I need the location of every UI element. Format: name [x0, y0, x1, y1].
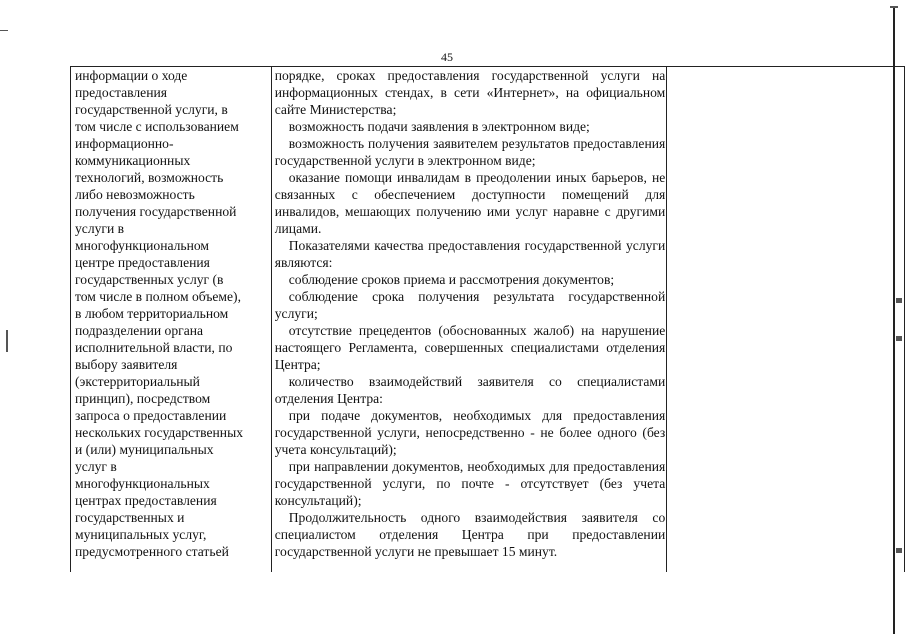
left-column-line: и (или) муниципальных	[75, 442, 214, 457]
left-column-line: технологий, возможность	[75, 170, 224, 185]
left-column-line: предоставления	[75, 85, 168, 100]
regulation-table	[70, 66, 905, 572]
left-column-line: муниципальных услуг,	[75, 527, 207, 542]
scan-mark	[890, 6, 898, 8]
paragraph: Показателями качества предоставления государственной услуги являются:	[274, 238, 666, 270]
paragraph: при подаче документов, необходимых для предоставления государственной услуги, непосредственно - не более одного (без учета консультаций);	[274, 408, 666, 457]
paragraph: Продолжительность одного взаимодействия заявителя со специалистом отделения Центра при предоставлении государственной услуги не превышает 15 минут.	[274, 510, 666, 559]
scan-mark	[896, 548, 902, 553]
left-column-line: государственных услуг (в	[75, 272, 224, 287]
left-column-cell	[71, 67, 272, 573]
left-column-line: в любом территориальном	[75, 306, 229, 321]
left-column-line: предусмотренного статьей	[75, 544, 229, 559]
left-column-line: выбору заявителя	[75, 357, 178, 372]
scan-mark	[0, 30, 8, 31]
middle-column-text	[275, 67, 666, 560]
page-number: 45	[441, 50, 453, 64]
left-column-line: исполнительной власти, по	[75, 340, 233, 355]
left-column-line: услуги в	[75, 221, 125, 236]
left-column-line: центрах предоставления	[75, 493, 217, 508]
paragraph: соблюдение сроков приема и рассмотрения документов;	[288, 272, 615, 287]
left-column-line: государственных и	[75, 510, 185, 525]
left-column-line: (экстерриториальный	[75, 374, 200, 389]
left-column-line: центре предоставления	[75, 255, 210, 270]
left-column-line: информационно-	[75, 136, 174, 151]
right-column-cell	[667, 67, 905, 573]
paragraph: отсутствие прецедентов (обоснованных жалоб) на нарушение настоящего Регламента, совершенных специалистами отделения Центра;	[274, 323, 666, 372]
paragraph: оказание помощи инвалидам в преодолении иных барьеров, не связанных с обеспечением доступности помещений для инвалидов, мешающих получению ими услуг наравне с другими лицами.	[274, 170, 666, 236]
paragraph: соблюдение срока получения результата государственной услуги;	[274, 289, 666, 321]
left-column-line: услуг в	[75, 459, 117, 474]
left-column-line: нескольких государственных	[75, 425, 244, 440]
left-column-line: многофункциональном	[75, 238, 210, 253]
scan-mark	[6, 330, 8, 352]
left-column-line: запроса о предоставлении	[75, 408, 227, 423]
left-column-line: том числе с использованием	[75, 119, 239, 134]
left-column-line: информации о ходе	[75, 68, 188, 83]
paragraph: возможность подачи заявления в электронном виде;	[288, 119, 590, 134]
table-row	[71, 67, 905, 573]
left-column-text	[75, 67, 271, 560]
paragraph: при направлении документов, необходимых для предоставления государственной услуги, по почте - отсутствует (без учета консультаций);	[274, 459, 666, 508]
left-column-line: получения государственной	[75, 204, 237, 219]
paragraph: возможность получения заявителем результатов предоставления государственной услуги в электронном виде;	[274, 136, 666, 168]
scan-mark	[896, 298, 902, 303]
left-column-line: коммуникационных	[75, 153, 191, 168]
left-column-line: либо невозможность	[75, 187, 195, 202]
paragraph: порядке, сроках предоставления государственной услуги на информационных стендах, в сети «Интернет», на официальном сайте Министерства;	[274, 68, 666, 117]
scan-mark	[896, 336, 902, 341]
left-column-line: подразделении органа	[75, 323, 204, 338]
paragraph: количество взаимодействий заявителя со специалистами отделения Центра:	[274, 374, 666, 406]
middle-column-cell	[271, 67, 667, 573]
left-column-line: государственной услуги, в	[75, 102, 228, 117]
left-column-line: принцип), посредством	[75, 391, 211, 406]
right-margin-rule	[893, 6, 895, 634]
left-column-line: многофункциональных	[75, 476, 210, 491]
left-column-line: том числе в полном объеме),	[75, 289, 241, 304]
